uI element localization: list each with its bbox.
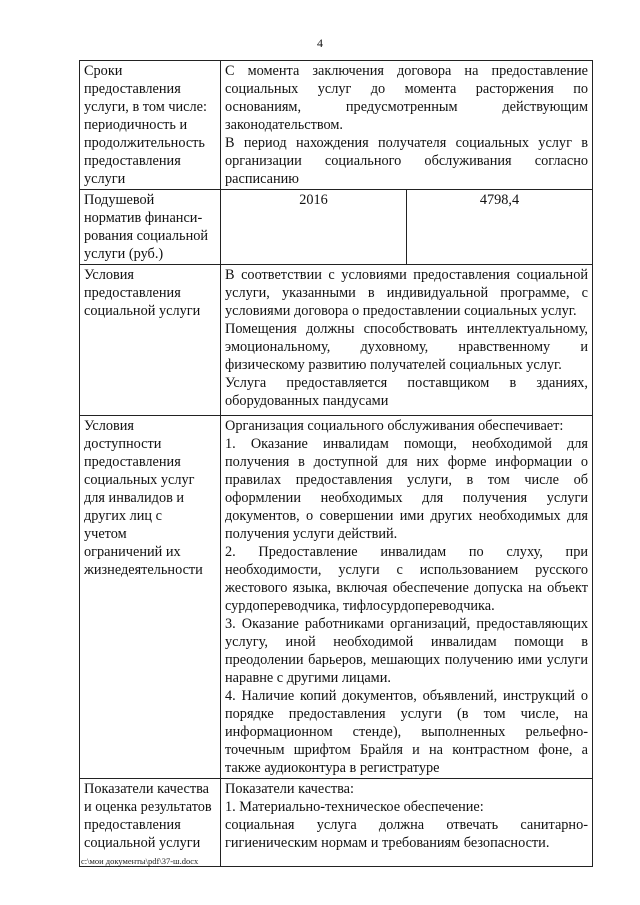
table-row [80, 61, 593, 190]
row-label-cell [80, 265, 221, 416]
paragraph: Услуга предоставляется поставщиком в зданиях, оборудованных пандусами [225, 375, 588, 409]
row-label: Показатели качества и оценка результатов предоставления социальной услуги [84, 781, 212, 851]
table-row [80, 190, 593, 265]
amount-cell: 4798,4 [407, 190, 593, 265]
row-label: Условия предоставления социальной услуги [84, 267, 201, 319]
row-content-cell [221, 779, 593, 867]
paragraph: Показатели качества: [225, 781, 354, 797]
paragraph: 3. Оказание работниками организаций, предоставляющих услугу, иной необходимой инвалидам помощи в преодолении барьеров, мешающих получению ими услуги наравне с другими лицами. [225, 616, 588, 686]
row-label: Условия доступности предоставления социальных услуг для инвалидов и других лиц с учетом ограничений их жизнедеятельности [84, 418, 203, 578]
paragraph: В период нахождения получателя социальных услуг в организации социального обслуживания согласно расписанию [225, 135, 588, 187]
row-label: Подушевой норматив финанси- рования социальной услуги (руб.) [84, 192, 209, 262]
year-cell: 2016 [221, 190, 407, 265]
services-table [79, 60, 593, 867]
table-row [80, 779, 593, 867]
row-label-cell [80, 416, 221, 779]
paragraph: 1. Материально-техническое обеспечение: [225, 799, 484, 815]
paragraph: 2. Предоставление инвалидам по слуху, при необходимости, услуги с использованием русского жестового языка, включая обеспечение допуска на объект сурдопереводчика, тифлосурдопереводчика. [225, 544, 588, 614]
row-content-cell [221, 416, 593, 779]
paragraph: социальная услуга должна отвечать санитарно-гигиеническим нормам и требованиям безопасности. [225, 817, 588, 851]
paragraph: В соответствии с условиями предоставления социальной услуги, указанными в индивидуальной программе, с условиями договора о предоставлении социальных услуг. [225, 267, 588, 319]
file-path-footer: c:\мои документы\pdf\37-ш.docx [81, 856, 199, 866]
paragraph: С момента заключения договора на предоставление социальных услуг до момента расторжения по основаниям, предусмотренным действующим законодательством. [225, 63, 588, 133]
row-label-cell [80, 190, 221, 265]
paragraph: 4. Наличие копий документов, объявлений, инструкций о порядке предоставления услуги (в том числе, на информационном стенде), выполненных рельефно-точечным шрифтом Брайля и на контрастном фоне, а также аудиоконтура в регистратуре [225, 688, 588, 776]
table-row [80, 265, 593, 416]
row-label-cell [80, 61, 221, 190]
page-number: 4 [317, 36, 323, 50]
paragraph: 1. Оказание инвалидам помощи, необходимой для получения в доступной для них форме информации о правилах предоставления услуги, в том числе об оформлении необходимых для получения услуги документов, о совершении ими других необходимых для получения услуги действий. [225, 436, 588, 542]
row-label-cell [80, 779, 221, 867]
row-content-cell [221, 265, 593, 416]
row-content-cell [221, 61, 593, 190]
paragraph: Организация социального обслуживания обеспечивает: [225, 418, 564, 434]
row-label: Сроки предоставления услуги, в том числе: периодичность и продолжительность предоставления услуги [84, 63, 207, 187]
paragraph: Помещения должны способствовать интеллектуальному, эмоциональному, духовному, нравственному и физическому развитию получателей социальных услуг. [225, 321, 588, 373]
table-row [80, 416, 593, 779]
